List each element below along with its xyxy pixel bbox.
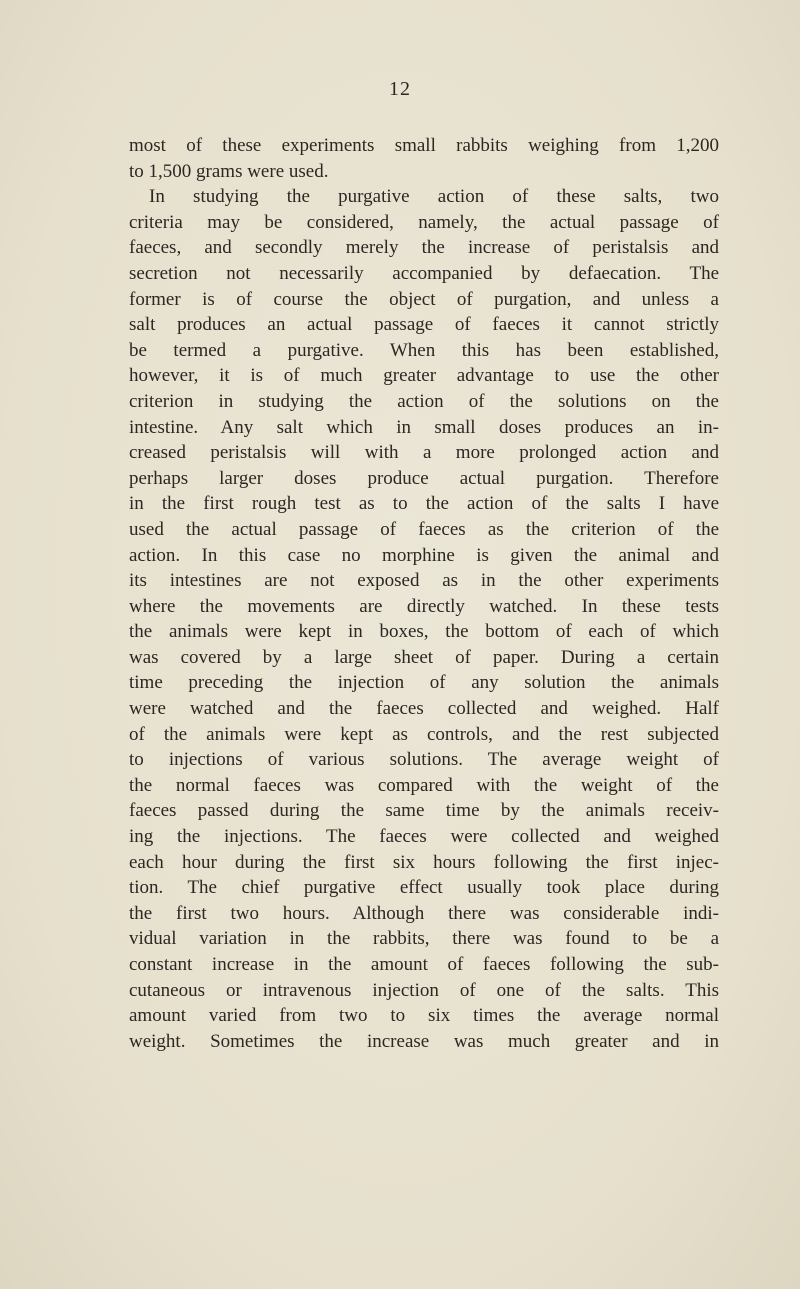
text-line: were watched and the faeces collected and weighed. Half — [129, 698, 719, 720]
page-number: 12 — [389, 78, 411, 100]
text-line: action. In this case no morphine is given the animal and — [129, 544, 719, 566]
text-line: each hour during the first six hours following the first injec- — [129, 851, 719, 873]
text-line: to 1,500 grams were used. — [129, 160, 329, 182]
text-line: was covered by a large sheet of paper. During a certain — [129, 646, 719, 668]
text-line: constant increase in the amount of faeces following the sub- — [129, 954, 719, 975]
text-line: the normal faeces was compared with the weight of the — [129, 774, 719, 796]
text-line: criterion in studying the action of the solutions on the — [129, 390, 719, 412]
text-line: amount varied from two to six times the average normal — [129, 1005, 719, 1027]
text-line: vidual variation in the rabbits, there was found to be a — [129, 928, 719, 950]
text-line: faeces, and secondly merely the increase of peristalsis and — [129, 237, 719, 259]
text-line: tion. The chief purgative effect usually took place during — [129, 877, 719, 899]
text-line: ing the injections. The faeces were collected and weighed — [129, 826, 719, 848]
text-line: faeces passed during the same time by the animals receiv- — [129, 800, 719, 822]
text-line: In studying the purgative action of these salts, two — [149, 186, 719, 208]
text-line: in the first rough test as to the action of the salts I have — [129, 493, 719, 515]
text-line: creased peristalsis will with a more prolonged action and — [129, 442, 719, 464]
text-line: used the actual passage of faeces as the criterion of the — [129, 518, 719, 540]
text-line: most of these experiments small rabbits weighing from 1,200 — [129, 135, 719, 156]
text-line: its intestines are not exposed as in the other experiments — [129, 570, 719, 592]
text-line: former is of course the object of purgation, and unless a — [129, 288, 719, 310]
text-line: criteria may be considered, namely, the actual passage of — [129, 211, 719, 233]
text-line: cutaneous or intravenous injection of one of the salts. This — [129, 979, 719, 1001]
text-line: salt produces an actual passage of faeces it cannot strictly — [129, 314, 719, 336]
text-line: of the animals were kept as controls, and the rest subjected — [129, 723, 719, 745]
text-line: weight. Sometimes the increase was much greater and in — [129, 1030, 719, 1052]
text-line: time preceding the injection of any solution the animals — [129, 672, 719, 694]
text-line: where the movements are directly watched. In these tests — [129, 595, 719, 617]
text-line: the first two hours. Although there was considerable indi- — [129, 902, 719, 924]
body-text — [129, 133, 719, 1054]
text-line: the animals were kept in boxes, the bottom of each of which — [129, 621, 719, 643]
text-line: perhaps larger doses produce actual purgation. Therefore — [129, 467, 719, 489]
text-line: secretion not necessarily accompanied by defaecation. The — [129, 262, 719, 284]
text-line: however, it is of much greater advantage to use the other — [129, 365, 719, 387]
text-line: to injections of various solutions. The average weight of — [129, 749, 719, 771]
text-line: be termed a purgative. When this has been established, — [129, 339, 719, 361]
text-line: intestine. Any salt which in small doses produces an in- — [129, 416, 719, 438]
